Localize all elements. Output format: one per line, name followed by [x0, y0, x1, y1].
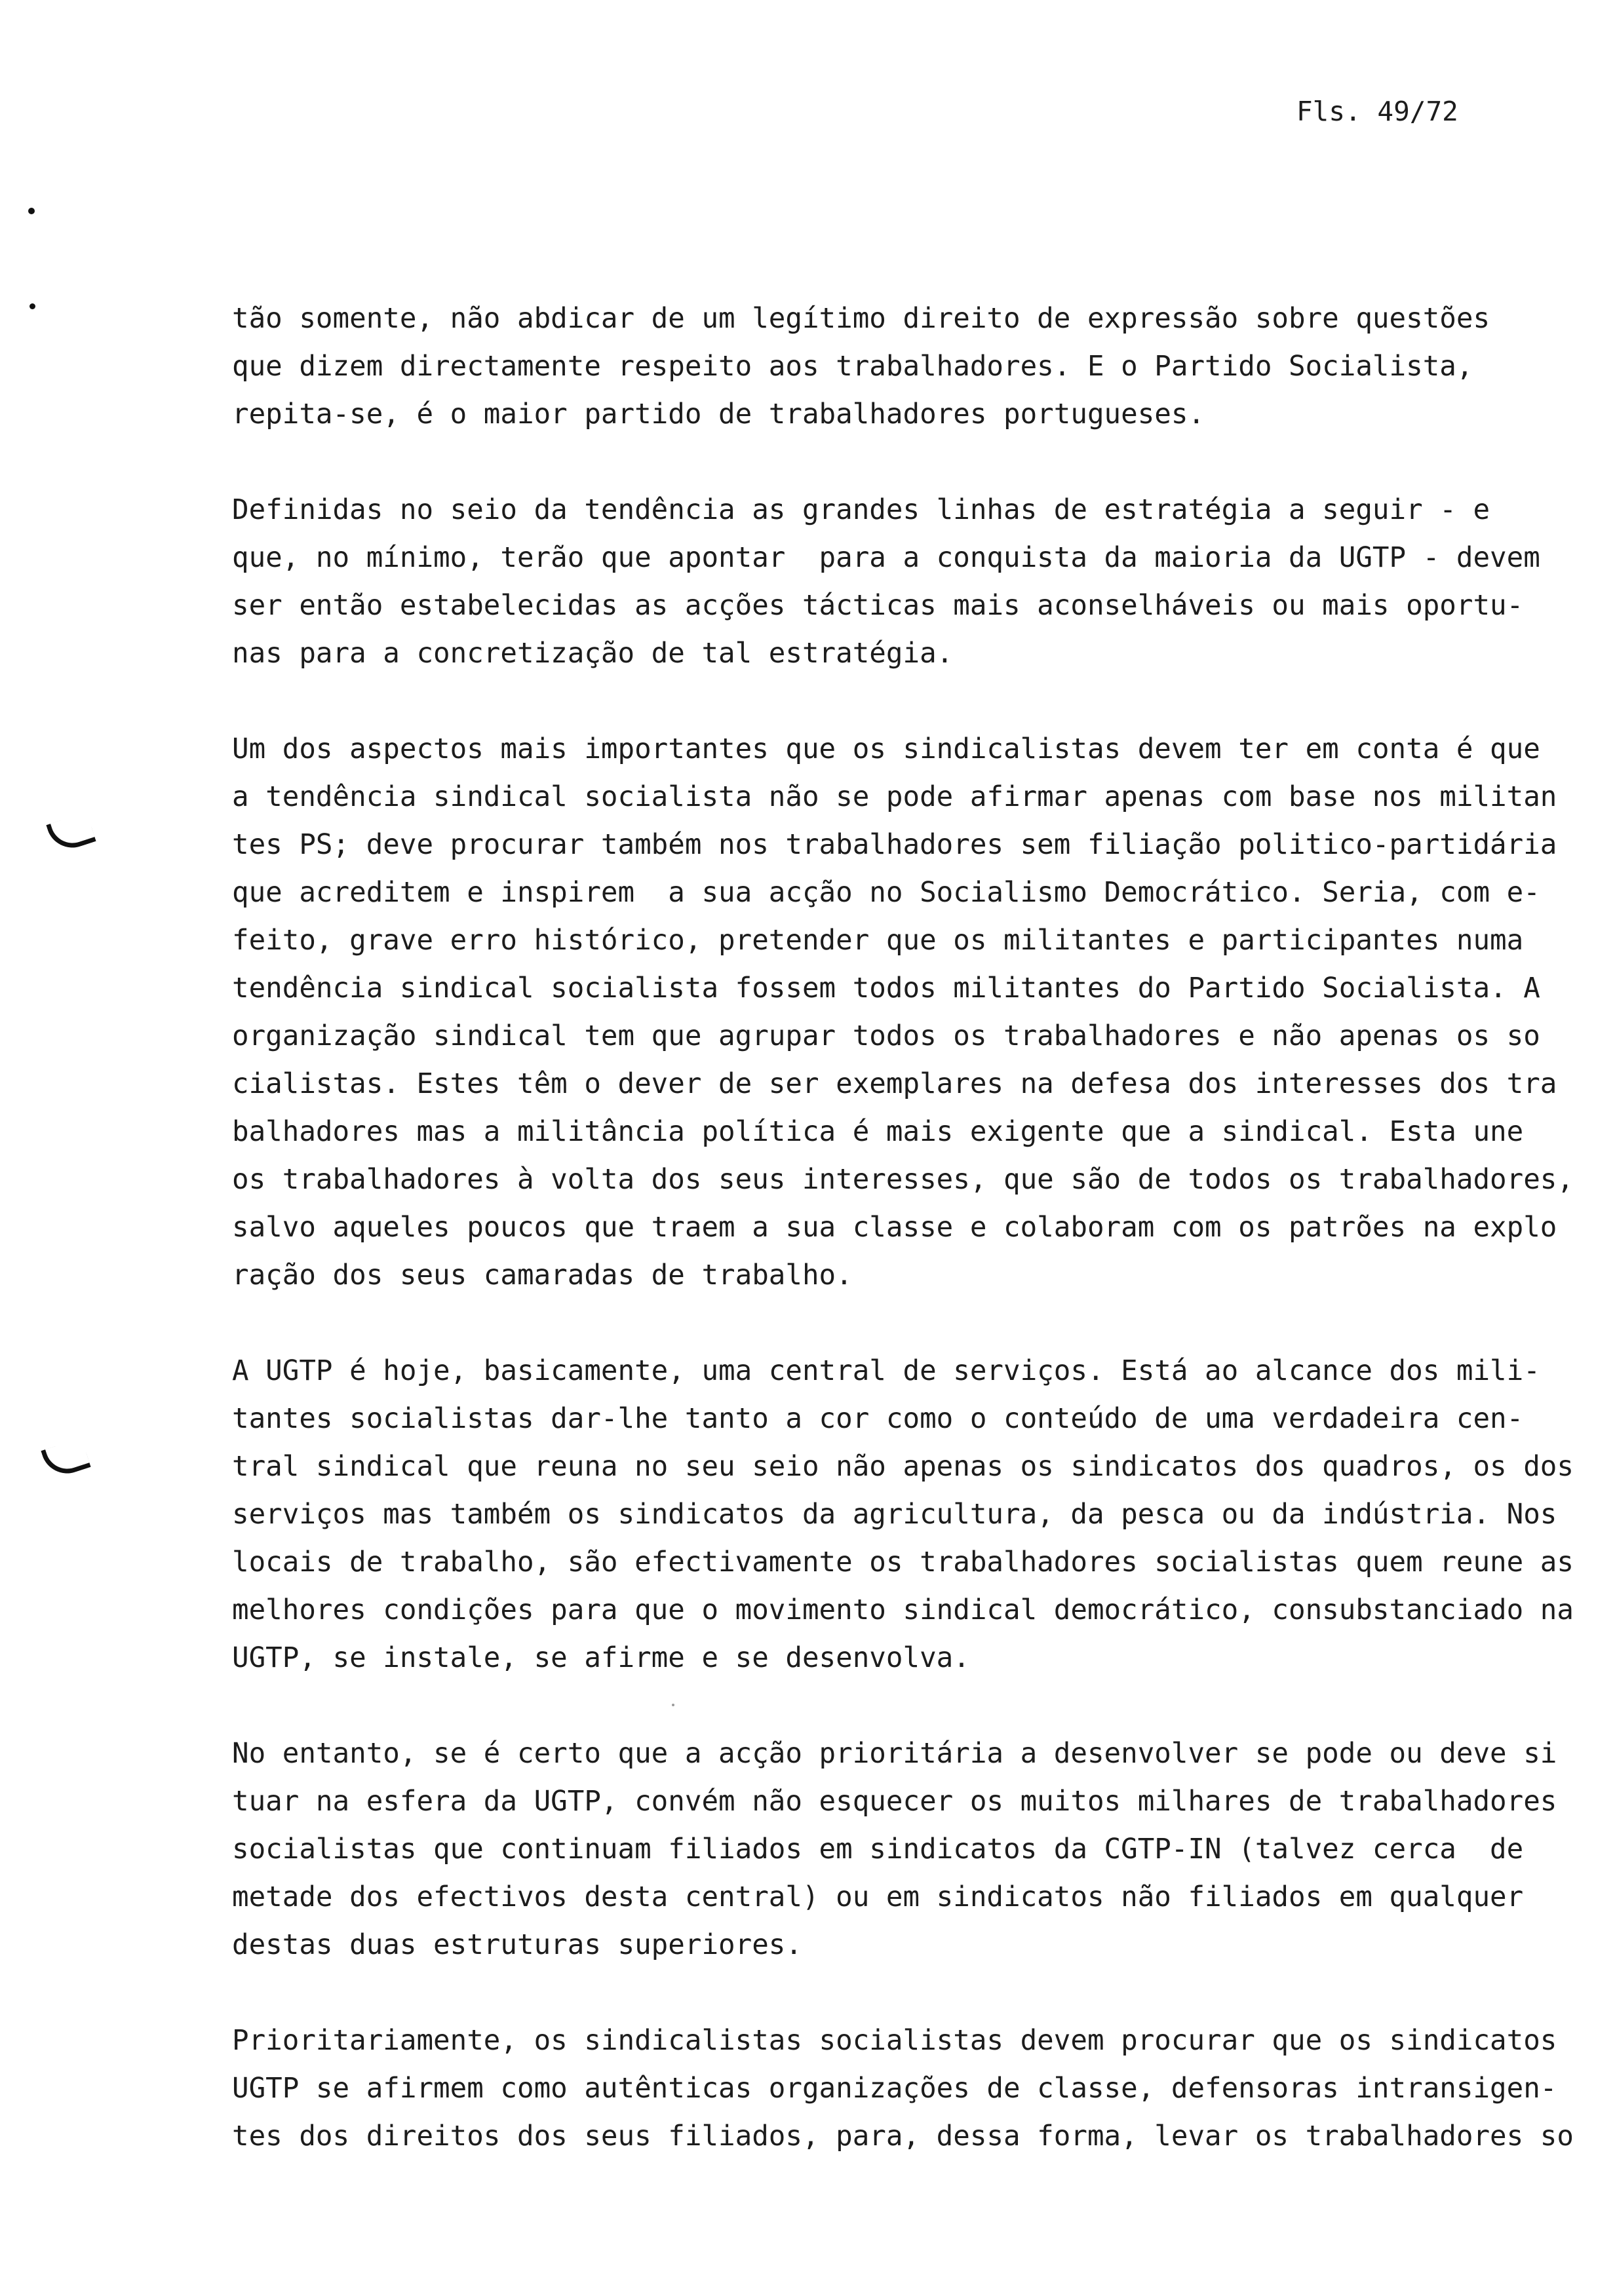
- paragraph: [232, 1730, 1557, 1969]
- text-line: Definidas no seio da tendência as grandes linhas de estratégia a seguir - e: [232, 494, 1490, 526]
- text-line: destas duas estruturas superiores.: [232, 1929, 802, 1961]
- text-line: que acreditem e inspirem a sua acção no Socialismo Democrático. Seria, com e-: [232, 877, 1540, 909]
- text-line: UGTP, se instale, se afirme e se desenvolva.: [232, 1642, 970, 1674]
- text-line: tes dos direitos dos seus filiados, para, dessa forma, levar os trabalhadores so: [232, 2120, 1574, 2152]
- text-line: metade dos efectivos desta central) ou em sindicatos não filiados em qualquer: [232, 1881, 1524, 1913]
- text-line: feito, grave erro histórico, pretender que os militantes e participantes numa: [232, 925, 1524, 957]
- text-line: que dizem directamente respeito aos trabalhadores. E o Partido Socialista,: [232, 351, 1473, 383]
- text-line: os trabalhadores à volta dos seus interesses, que são de todos os trabalhadores,: [232, 1164, 1574, 1196]
- paragraph: [232, 725, 1574, 1299]
- document-body: [232, 295, 1574, 2208]
- text-line: ração dos seus camaradas de trabalho.: [232, 1259, 853, 1292]
- text-line: melhores condições para que o movimento sindical democrático, consubstanciado na: [232, 1594, 1574, 1626]
- binder-hole-mark: [41, 1438, 90, 1480]
- paragraph: [232, 486, 1540, 678]
- text-line: salvo aqueles poucos que traem a sua classe e colaboram com os patrões na explo: [232, 1212, 1557, 1244]
- text-line: repita-se, é o maior partido de trabalhadores portugueses.: [232, 398, 1205, 430]
- text-line: balhadores mas a militância política é mais exigente que a sindical. Esta une: [232, 1116, 1524, 1148]
- text-line: tuar na esfera da UGTP, convém não esquecer os muitos milhares de trabalhadores: [232, 1786, 1557, 1818]
- text-line: tes PS; deve procurar também nos trabalhadores sem filiação politico-partidária: [232, 829, 1557, 861]
- text-line: No entanto, se é certo que a acção prioritária a desenvolver se pode ou deve si: [232, 1738, 1557, 1770]
- paragraph: [232, 1347, 1574, 1682]
- text-line: nas para a concretização de tal estratégia.: [232, 638, 954, 670]
- paragraph: [232, 2017, 1574, 2160]
- text-line: serviços mas também os sindicatos da agricultura, da pesca ou da indústria. Nos: [232, 1499, 1557, 1531]
- text-line: UGTP se afirmem como autênticas organizações de classe, defensoras intransigen-: [232, 2073, 1557, 2105]
- scan-speck: [29, 303, 35, 309]
- text-line: socialistas que continuam filiados em sindicatos da CGTP-IN (talvez cerca de: [232, 1833, 1524, 1866]
- text-line: tantes socialistas dar-lhe tanto a cor como o conteúdo de uma verdadeira cen-: [232, 1403, 1524, 1435]
- text-line: que, no mínimo, terão que apontar para a conquista da maioria da UGTP - devem: [232, 542, 1540, 574]
- binder-hole-mark: [46, 812, 96, 854]
- text-line: tendência sindical socialista fossem todos militantes do Partido Socialista. A: [232, 972, 1540, 1004]
- text-line: tão somente, não abdicar de um legítimo direito de expressão sobre questões: [232, 303, 1490, 335]
- text-line: organização sindical tem que agrupar todos os trabalhadores e não apenas os so: [232, 1020, 1540, 1052]
- text-line: cialistas. Estes têm o dever de ser exemplares na defesa dos interesses dos tra: [232, 1068, 1557, 1100]
- paragraph: [232, 295, 1510, 438]
- text-line: ser então estabelecidas as acções tácticas mais aconselháveis ou mais oportu-: [232, 590, 1524, 622]
- text-line: a tendência sindical socialista não se pode afirmar apenas com base nos militan: [232, 781, 1557, 813]
- text-line: Um dos aspectos mais importantes que os sindicalistas devem ter em conta é que: [232, 733, 1540, 765]
- text-line: locais de trabalho, são efectivamente os trabalhadores socialistas quem reune as: [232, 1546, 1574, 1578]
- text-line: Prioritariamente, os sindicalistas socialistas devem procurar que os sindicatos: [232, 2025, 1557, 2057]
- text-line: A UGTP é hoje, basicamente, uma central de serviços. Está ao alcance dos mili-: [232, 1355, 1540, 1387]
- page-number: Fls. 49/72: [1296, 96, 1458, 127]
- scan-speck: [28, 208, 35, 214]
- text-line: tral sindical que reuna no seu seio não apenas os sindicatos dos quadros, os dos: [232, 1451, 1574, 1483]
